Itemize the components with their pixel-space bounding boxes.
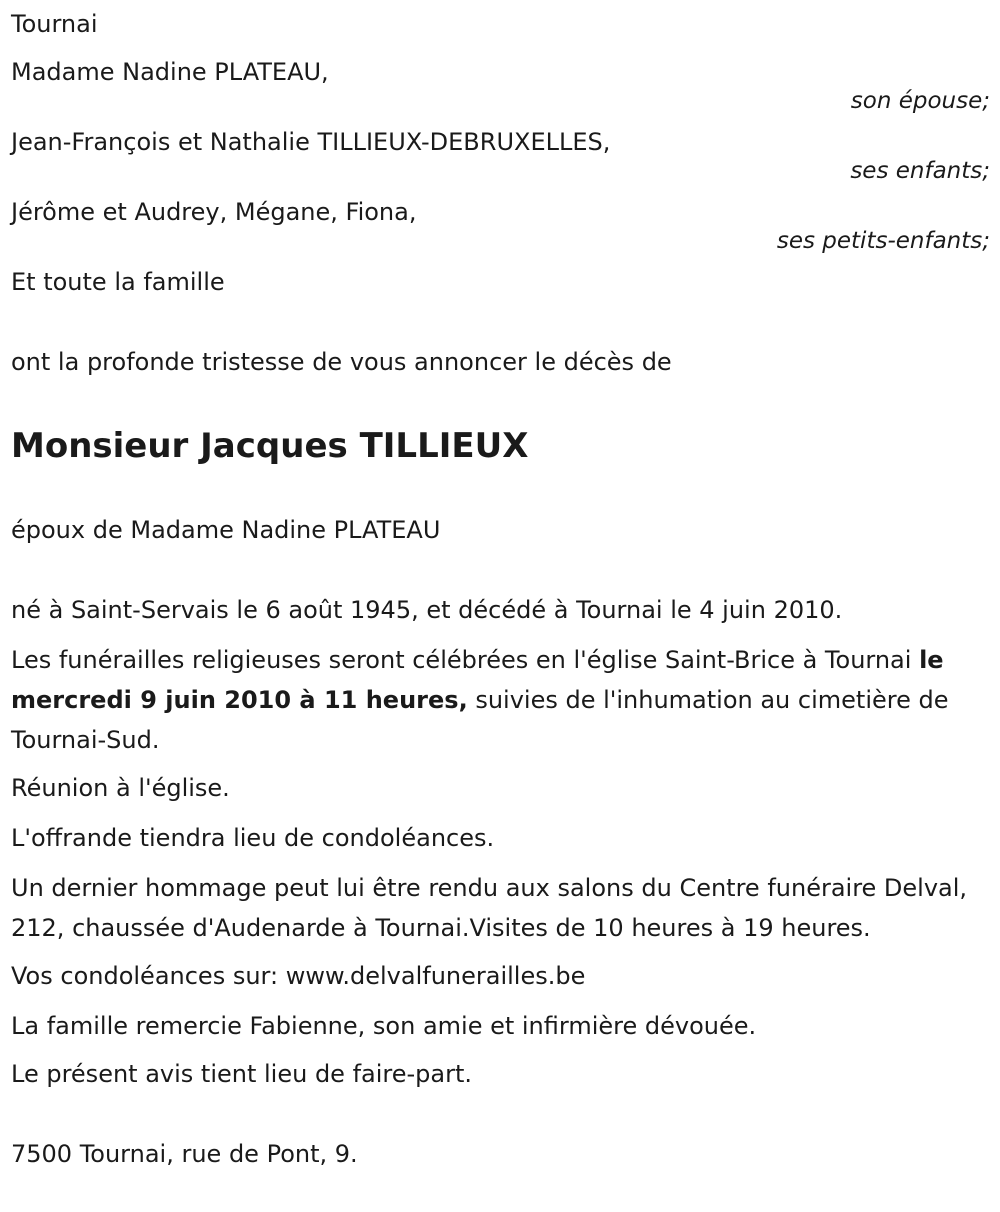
faire-part: Le présent avis tient lieu de faire-part. (11, 1060, 473, 1088)
offering: L'offrande tiendra lieu de condoléances. (11, 824, 495, 852)
thanks: La famille remercie Fabienne, son amie et infirmière dévouée. (11, 1012, 757, 1040)
tribute: Un dernier hommage peut lui être rendu aux salons du Centre funéraire Delval, 212, chaussée d'Audenarde à Tournai.Visites de 10 heures à 19 heures. (11, 874, 968, 942)
funeral-details (11, 640, 971, 760)
relation-children: ses enfants; (850, 158, 990, 184)
spouse-line: époux de Madame Nadine PLATEAU (11, 516, 441, 544)
city-heading: Tournai (11, 10, 98, 38)
funeral-text-after: suivies de l'inhumation au cimetière de Tournai-Sud. (11, 686, 949, 754)
family-closing: Et toute la famille (11, 268, 225, 296)
condolences: Vos condoléances sur: www.delvalfunerailles.be (11, 962, 586, 990)
announcement: ont la profonde tristesse de vous annoncer le décès de (11, 348, 672, 376)
meeting: Réunion à l'église. (11, 774, 230, 802)
funeral-date: le mercredi 9 juin 2010 à 11 heures, (11, 646, 944, 714)
birth-death: né à Saint-Servais le 6 août 1945, et décédé à Tournai le 4 juin 2010. (11, 596, 843, 624)
deceased-name: Monsieur Jacques TILLIEUX (11, 426, 529, 466)
relation-grandchildren: ses petits-enfants; (776, 228, 990, 254)
funeral-text-before: Les funérailles religieuses seront célébrées en l'église Saint-Brice à Tournai (11, 646, 920, 674)
family-member-grandchildren: Jérôme et Audrey, Mégane, Fiona, (11, 198, 417, 226)
family-member-spouse: Madame Nadine PLATEAU, (11, 58, 329, 86)
relation-spouse: son épouse; (850, 88, 990, 114)
family-member-children: Jean-François et Nathalie TILLIEUX-DEBRUXELLES, (11, 128, 611, 156)
address: 7500 Tournai, rue de Pont, 9. (11, 1140, 358, 1168)
